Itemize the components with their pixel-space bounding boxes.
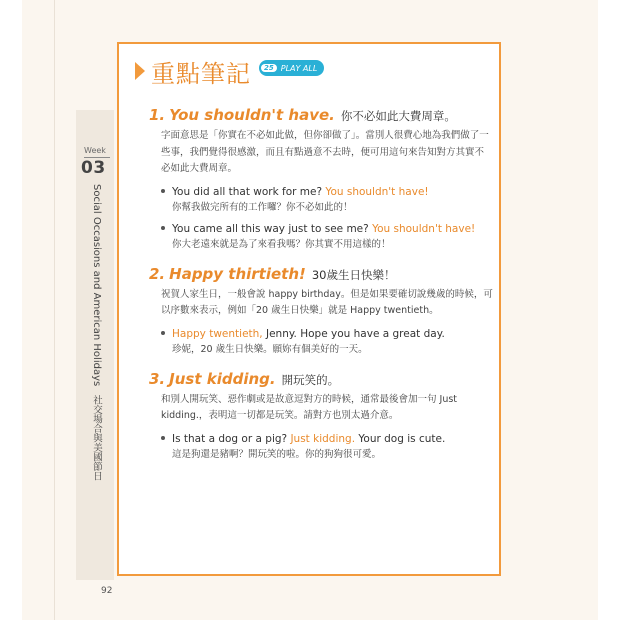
- section-phrase: Happy thirtieth!: [169, 264, 306, 283]
- example-highlight: You shouldn't have!: [372, 222, 476, 235]
- example-text: Your dog is cute.: [355, 432, 446, 445]
- example-chinese: 珍妮，20 歲生日快樂。願妳有個美好的一天。: [172, 343, 368, 355]
- play-all-button[interactable]: [259, 60, 324, 76]
- section-translation: 你不必如此大費周章。: [340, 109, 456, 123]
- example-highlight: Happy twentieth,: [172, 327, 263, 340]
- play-arrow-icon: [135, 62, 145, 80]
- section-explanation: 字面意思是「你實在不必如此做，但你卻做了」。當別人很費心地為我們做了一些事，我們覺得很感激，而且有點過意不去時，便可用這句來告知對方其實不必如此大費周章。: [161, 130, 489, 174]
- example-english: [172, 431, 493, 447]
- week-number: 03: [81, 158, 106, 178]
- example-highlight: You shouldn't have!: [325, 185, 429, 198]
- example-english: [172, 326, 493, 342]
- notes-card: [117, 42, 501, 576]
- example-chinese: 你大老遠來就是為了來看我嗎？你其實不用這樣的！: [172, 238, 391, 250]
- example-text: Is that a dog or a pig?: [172, 432, 291, 445]
- example-english: [172, 221, 493, 237]
- bullet-icon: [161, 189, 165, 193]
- play-all-label: PLAY ALL: [280, 63, 318, 73]
- example-text: Jenny. Hope you have a great day.: [262, 327, 445, 340]
- bullet-icon: [161, 331, 165, 335]
- bullet-icon: [161, 436, 165, 440]
- example-highlight: Just kidding.: [290, 432, 356, 445]
- side-title-zh: 社交場合與美國節日: [91, 395, 102, 481]
- example-item: [149, 184, 493, 215]
- track-number: 25: [261, 64, 277, 72]
- notes-content: [149, 106, 493, 475]
- example-chinese: 你幫我做完所有的工作囉？你不必如此的！: [172, 201, 353, 213]
- example-item: [149, 431, 493, 462]
- section-heading: [149, 370, 493, 388]
- section-phrase: Just kidding.: [169, 369, 276, 388]
- section-translation: 開玩笑的。: [281, 372, 340, 387]
- side-title-en: Social Occasions and American Holidays: [91, 184, 102, 387]
- example-chinese: 這是狗還是豬啊？開玩笑的啦。你的狗狗很可愛。: [172, 448, 382, 460]
- section-phrase: You shouldn't have.: [169, 106, 335, 124]
- bullet-icon: [161, 226, 165, 230]
- example-item: [149, 221, 493, 252]
- note-section: [149, 106, 493, 252]
- section-heading: [149, 265, 493, 283]
- section-explanation: 和別人開玩笑、惡作劇或是故意逗對方的時候，通常最後會加一句 Just kidding.，表明這一切都是玩笑。請對方也別太過介意。: [161, 393, 458, 421]
- note-section: [149, 265, 493, 357]
- section-number: 1.: [149, 106, 166, 124]
- example-item: [149, 326, 493, 357]
- page-number: 92: [101, 586, 113, 596]
- week-label: Week: [84, 146, 106, 155]
- section-number: 3.: [149, 369, 166, 388]
- title-row: [135, 56, 324, 86]
- example-english: [172, 184, 493, 200]
- side-title: [86, 184, 106, 481]
- side-rule: [54, 0, 55, 620]
- page-title: 重點筆記: [151, 59, 251, 88]
- example-text: You came all this way just to see me?: [172, 222, 373, 235]
- section-heading: [149, 106, 493, 124]
- note-section: [149, 370, 493, 462]
- section-number: 2.: [149, 264, 166, 283]
- section-explanation: 祝賀人家生日，一般會說 happy birthday。但是如果要確切說幾歲的時候，可以序數來表示，例如「20 歲生日快樂」就是 Happy twentieth。: [161, 288, 493, 316]
- example-text: You did all that work for me?: [172, 185, 326, 198]
- section-translation: 30歲生日快樂！: [311, 267, 396, 282]
